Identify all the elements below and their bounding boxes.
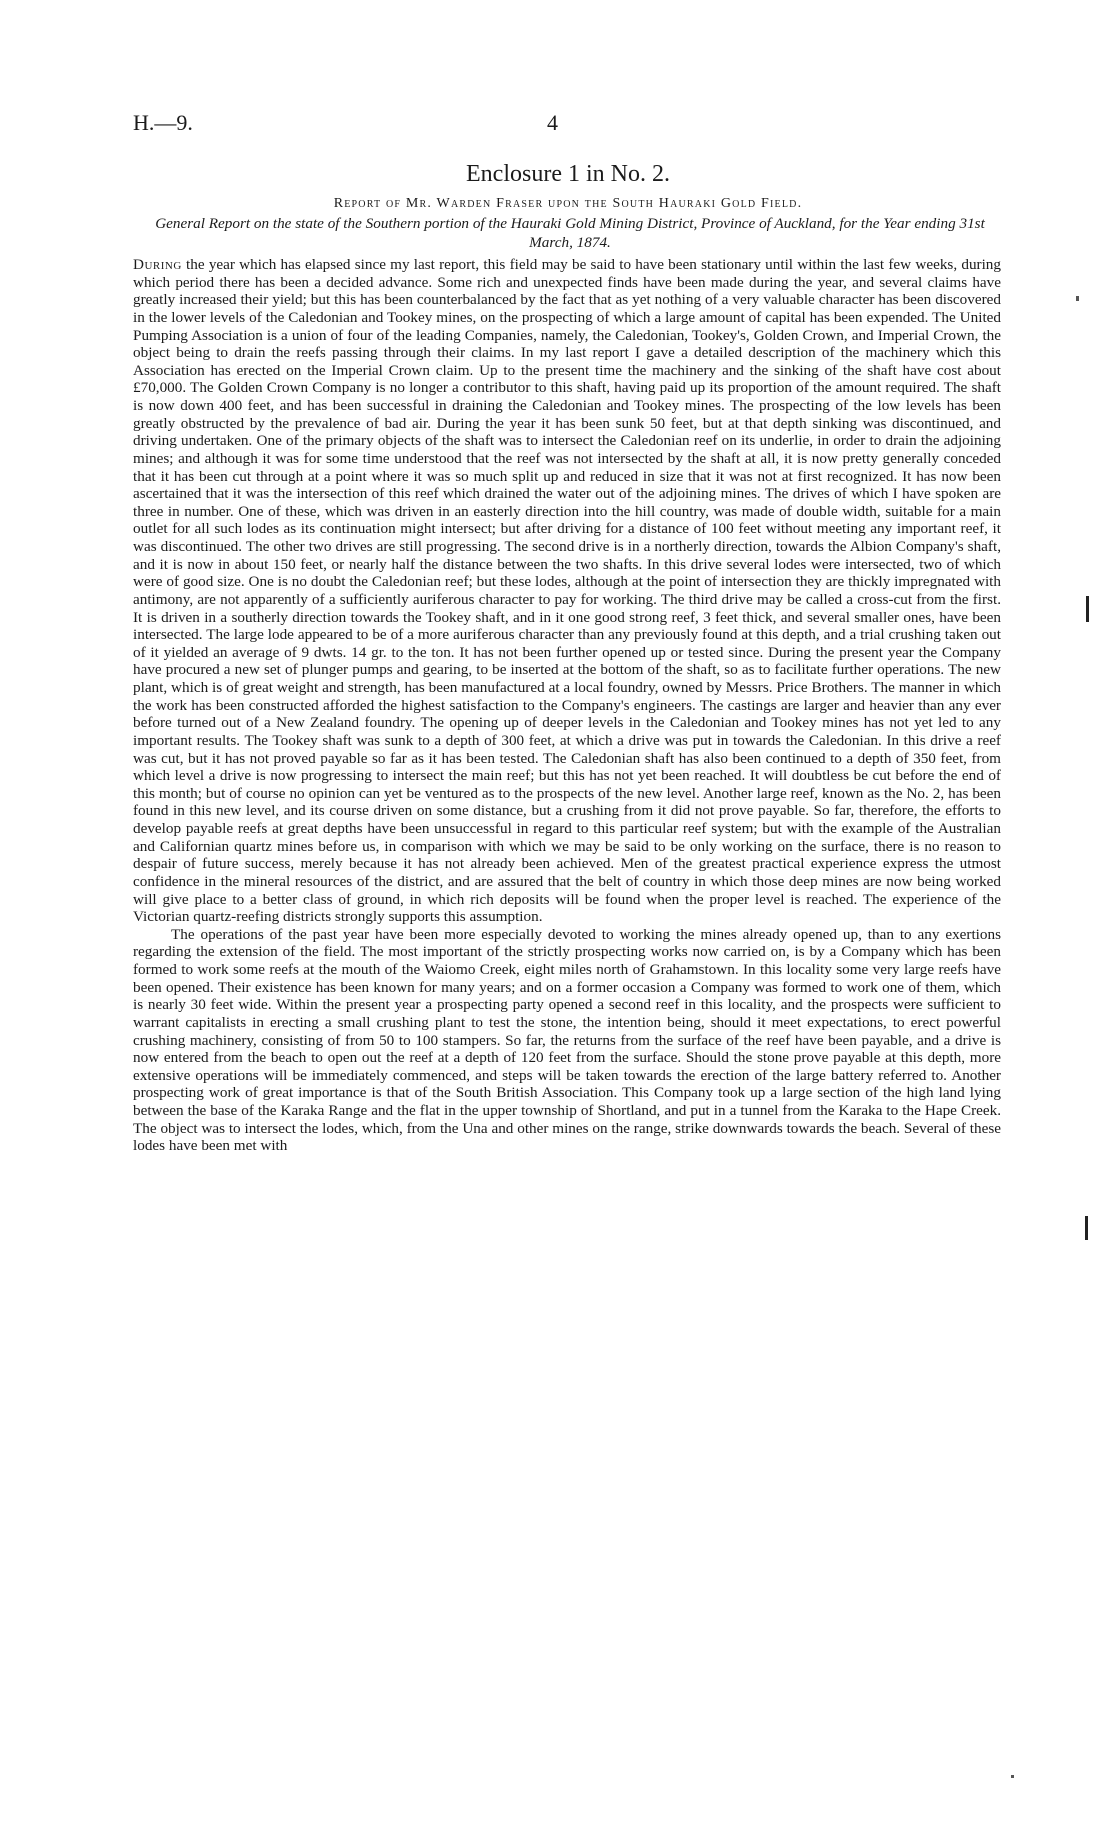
scan-speck [1011, 1775, 1014, 1778]
margin-mark [1086, 596, 1089, 622]
paragraph [133, 256, 1001, 926]
report-subtitle: General Report on the state of the Southern portion of the Hauraki Gold Mining District, Province of Auckland, for the Year ending 31st March, 1874. [155, 215, 985, 251]
scan-speck [1076, 296, 1079, 301]
paragraph-text: the year which has elapsed since my last report, this field may be said to have been stationary until within the last few weeks, during which period there has been a decided advance. Some rich and unexpected finds have been made during the year, and several claims have greatly increased their yield; but this has been counterbalanced by the fact that as yet nothing of a very valuable character has been discovered in the lower levels of the Caledonian and Tookey mines, on the prospecting of which a large amount of capital has been expended. The United Pumping Association is a union of four of the leading Companies, namely, the Caledonian, Tookey's, Golden Crown, and Imperial Crown, the object being to drain the reefs passing through their claims. In my last report I gave a detailed description of the machinery which this Association has erected on the Imperial Crown claim. Up to the present time the machinery and the sinking of the shaft have cost about £70,000. The Golden Crown Company is no longer a contributor to this shaft, having paid up its proportion of the amount required. The shaft is now down 400 feet, and has been successful in draining the Caledonian and Tookey mines. The prospecting of the low levels has been greatly obstructed by the prevalence of bad air. During the year it has been sunk 50 feet, but at that depth sinking was discontinued, and driving undertaken. One of the primary objects of the shaft was to intersect the Caledonian reef on its underlie, in order to drain the adjoining mines; and although it was for some time understood that the reef was not intersected by the shaft at all, it is now pretty generally conceded that it has been cut through at a point where it was so much split up and reduced in size that it was not at first recognized. It has now been ascertained that it was the intersection of this reef which drained the water out of the adjoining mines. The drives of which I have spoken are three in number. One of these, which was driven in an easterly direction into the hill country, was made of double width, suitable for a main outlet for all such lodes as its continuation might intersect; but after driving for a distance of 100 feet without meeting any important reef, it was discontinued. The other two drives are still progressing. The second drive is in a northerly direction, towards the Albion Company's shaft, and it is now in about 150 feet, or nearly half the distance between the two shafts. In this drive several lodes were intersected, two of which were of good size. One is no doubt the Caledonian reef; but these lodes, although at the point of intersection they are thickly impregnated with antimony, are not apparently of a sufficiently auriferous character to pay for working. The third drive may be called a cross-cut from the first. It is driven in a southerly direction towards the Tookey shaft, and in it one good strong reef, 3 feet thick, and several smaller ones, have been intersected. The large lode appeared to be of a more auriferous character than any previously found at this depth, and a trial crushing taken out of it yielded an average of 9 dwts. 14 gr. to the ton. It has not been further opened up or tested since. During the present year the Company have procured a new set of plunger pumps and gearing, to be inserted at the bottom of the shaft, so as to facilitate further operations. The new plant, which is of great weight and strength, has been manufactured at a local foundry, owned by Messrs. Price Brothers. The manner in which the work has been constructed afforded the highest satisfaction to the Company's engineers. The castings are larger and heavier than any ever before turned out of a New Zealand foundry. The opening up of deeper levels in the Caledonian and Tookey mines has not yet led to any important results. The Tookey shaft was sunk to a depth of 300 feet, at which a drive was put in towards the Caledonian. In this drive a reef was cut, but it has not proved payable so far as it has been tested. The Caledonian shaft has also been continued to a depth of 350 feet, from which level a drive is now progressing to intersect the main reef; but this has not yet been reached. It will doubtless be cut before the end of this month; but of course no opinion can yet be ventured as to the prospects of the new level. Another large reef, known as the No. 2, has been found in this new level, and its course driven on some distance, but a crushing from it did not prove payable. So far, therefore, the efforts to develop payable reefs at great depths have been unsuccessful in regard to this particular reef system; but with the example of the Australian and Californian quartz mines before us, in comparison with which we may be said to be only working on the surface, there is no reason to despair of future success, merely because it has not already been achieved. Men of the greatest practical experience express the utmost confidence in the mineral resources of the district, and are assured that the belt of country in which those deep mines are now being worked will give place to a better class of ground, in which rich deposits will be found when the proper level is reached. The experience of the Victorian quartz-reefing districts strongly supports this assumption. [133, 256, 1001, 926]
margin-mark [1085, 1216, 1088, 1240]
page-number: 4 [547, 110, 558, 135]
report-title: Report of Mr. Warden Fraser upon the South Hauraki Gold Field. [333, 196, 803, 211]
paragraph-lead-word: During [133, 256, 182, 273]
paragraph [133, 926, 1001, 1155]
enclosure-heading: Enclosure 1 in No. 2. [466, 161, 670, 187]
paragraph-text: The operations of the past year have been more especially devoted to working the mines already opened up, than to any exertions regarding the extension of the field. The most important of the strictly prospecting works now carried on, is by a Company which has been formed to work some reefs at the mouth of the Waiomo Creek, eight miles north of Grahamstown. In this locality some very large reefs have been opened. Their existence has been known for many years; and on a former occasion a Company was formed to work one of them, which is nearly 30 feet wide. Within the present year a prospecting party opened a second reef in this locality, and the prospects were sufficient to warrant capitalists in erecting a small crushing plant to test the stone, the intention being, should it meet expectations, to erect powerful crushing machinery, consisting of from 50 to 100 stampers. So far, the returns from the surface of the reef have been payable, and a drive is now entered from the beach to open out the reef at a depth of 120 feet from the surface. Should the stone prove payable at this depth, more extensive operations will be immediately commenced, and steps will be taken towards the erection of the large battery referred to. Another prospecting work of great importance is that of the South British Association. This Company took up a large section of the high land lying between the base of the Karaka Range and the flat in the upper township of Shortland, and put in a tunnel from the Karaka to the Hape Creek. The object was to intersect the lodes, which, from the Una and other mines on the range, strike downwards towards the beach. Several of these lodes have been met with [133, 925, 1001, 1155]
running-header [133, 110, 1003, 140]
session-number: H.—9. [133, 110, 193, 135]
report-body [133, 256, 1001, 1155]
